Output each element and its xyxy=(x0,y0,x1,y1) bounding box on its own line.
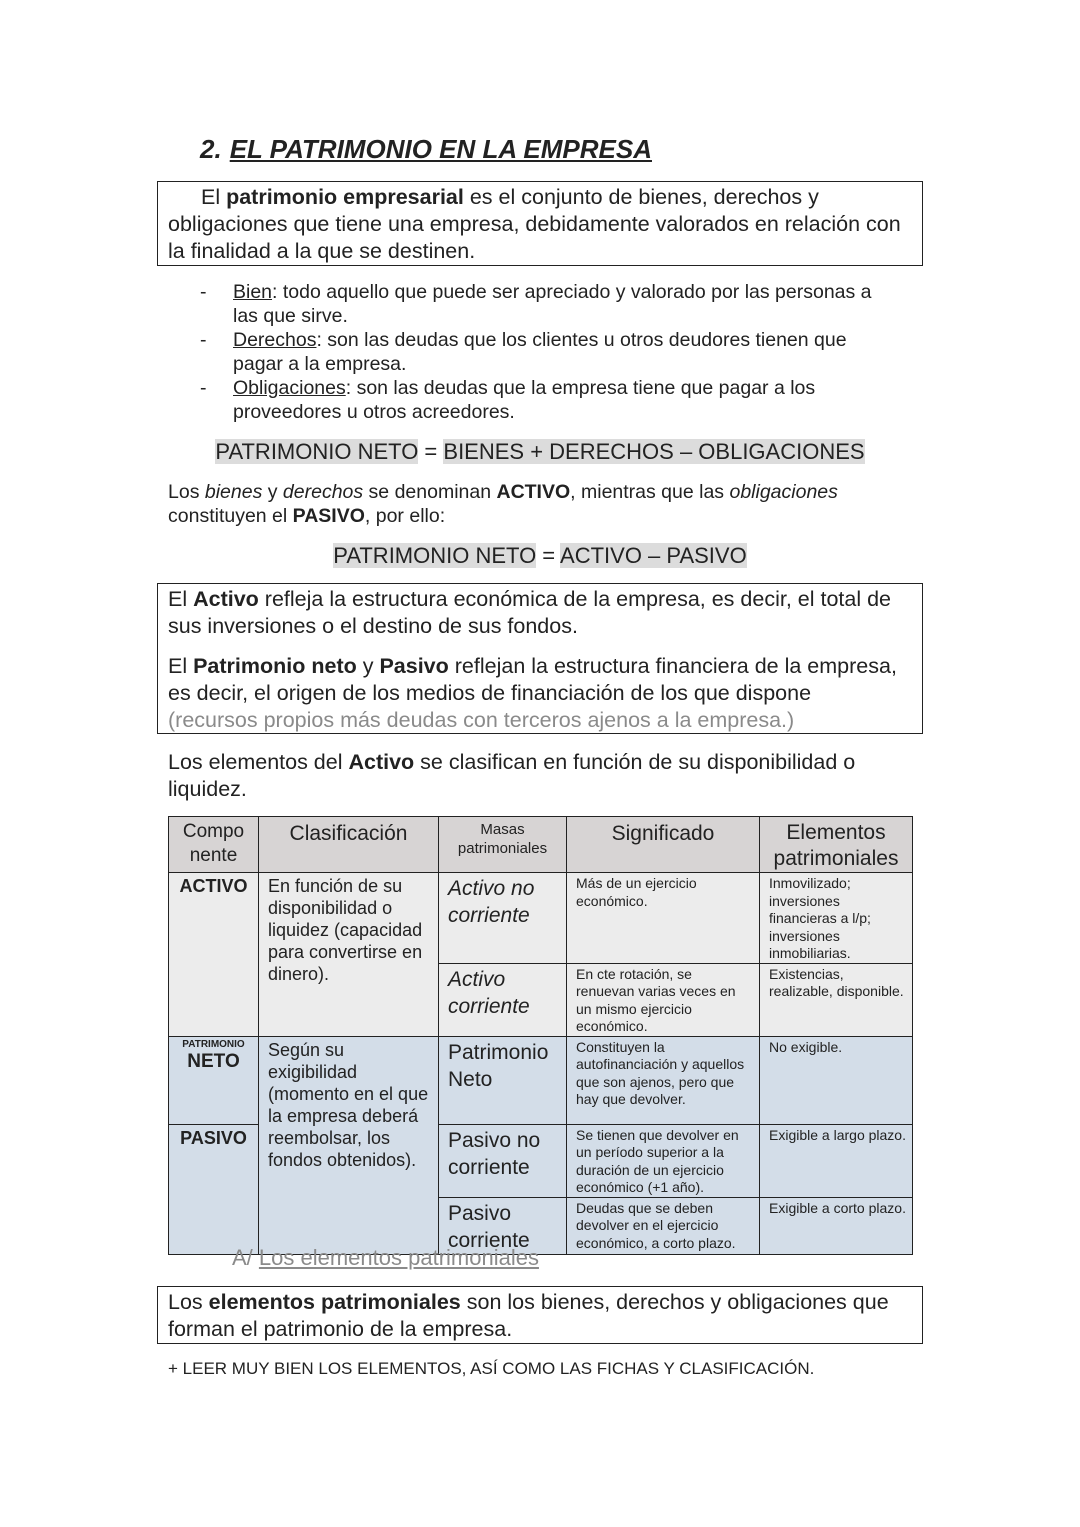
footer-note: + LEER MUY BIEN LOS ELEMENTOS, ASÍ COMO LAS FICHAS Y CLASIFICACIÓN. xyxy=(168,1359,815,1378)
activo-pasivo-paragraph: Los bienes y derechos se denominan ACTIVO, mientras que las obligaciones constituyen el PASIVO, por ello: xyxy=(168,481,838,527)
section-title xyxy=(200,134,652,165)
cell-pnc-elem: Exigible a largo plazo. xyxy=(760,1124,913,1197)
financing-structure-text: El Patrimonio neto y Pasivo reflejan la estructura financiera de la empresa, es decir, el origen de los medios de financiación de los que dispone (recursos propios más deudas con terceros ajenos a la empresa.) xyxy=(168,654,897,732)
cell-ac-sig: En cte rotación, se renuevan varias veces en un mismo ejercicio económico. xyxy=(567,963,760,1036)
cell-anc-masa: Activo no corriente xyxy=(439,873,567,964)
cell-ac-masa: Activo corriente xyxy=(439,963,567,1036)
cell-ac-elem: Existencias, realizable, disponible. xyxy=(760,963,913,1036)
cell-pc-sig: Deudas que se deben devolver en el ejercicio económico, a corto plazo. xyxy=(567,1197,760,1254)
cell-anc-sig: Más de un ejercicio económico. xyxy=(567,873,760,964)
structure-note: (recursos propios más deudas con terceros ajenos a la empresa.) xyxy=(168,708,795,732)
classification-table xyxy=(168,816,913,1255)
list-item: - Obligaciones: son las deudas que la empresa tiene que pagar a los proveedores u otros acreedores. xyxy=(200,376,900,424)
cell-pc-elem: Exigible a corto plazo. xyxy=(760,1197,913,1254)
cell-pn-sig: Constituyen la autofinanciación y aquellos que son ajenos, pero que hay que devolver. xyxy=(567,1036,760,1124)
header-elementos: Elementos patrimoniales xyxy=(760,817,913,873)
cell-pn-clasif: Según su exigibilidad (momento en el que la empresa deberá reembolsar, los fondos obtenidos). xyxy=(259,1036,439,1254)
definition-term: patrimonio empresarial xyxy=(226,185,464,209)
cell-activo-label: ACTIVO xyxy=(169,873,259,1037)
activo-structure-text: El Activo refleja la estructura económica de la empresa, es decir, el total de sus inversiones o el destino de sus fondos. xyxy=(168,587,892,638)
cell-pc-masa: Pasivo corriente xyxy=(439,1197,567,1254)
formula-net-worth-2: PATRIMONIO NETO = ACTIVO – PASIVO xyxy=(333,543,747,568)
header-clasificacion: Clasificación xyxy=(259,817,439,873)
table-header-row xyxy=(169,817,913,873)
section-a-heading: A/ Los elementos patrimoniales xyxy=(232,1245,539,1270)
cell-activo-clasif: En función de su disponibilidad o liquidez (capacidad para convertirse en dinero). xyxy=(259,873,439,1037)
section-title-text: EL PATRIMONIO EN LA EMPRESA xyxy=(229,134,652,164)
cell-anc-elem: Inmovilizado; inversiones financieras a l/p; inversiones inmobiliarias. xyxy=(760,873,913,964)
list-item: - Bien: todo aquello que puede ser apreciado y valorado por las personas a las que sirve. xyxy=(200,280,900,328)
cell-pnc-sig: Se tienen que devolver en un período superior a la duración de un ejercicio económico (+1 año). xyxy=(567,1124,760,1197)
header-masas: Masas patrimoniales xyxy=(439,817,567,873)
elements-box: Los elementos patrimoniales son los bienes, derechos y obligaciones que forman el patrimonio de la empresa. xyxy=(157,1286,923,1344)
list-item: - Derechos: son las deudas que los clientes u otros deudores tienen que pagar a la empresa. xyxy=(200,328,900,376)
cell-pn-elem: No exigible. xyxy=(760,1036,913,1124)
cell-pasivo-label: PASIVO xyxy=(169,1124,259,1254)
classification-text: Los elementos del Activo se clasifican en función de su disponibilidad o liquidez. xyxy=(168,750,856,801)
cell-pn-label: PATRIMONIO NETO xyxy=(169,1036,259,1124)
formula-net-worth-1: PATRIMONIO NETO = BIENES + DERECHOS – OBLIGACIONES xyxy=(215,439,865,464)
definitions-list xyxy=(200,280,900,424)
header-componente: Compo nente xyxy=(169,817,259,873)
table-row xyxy=(169,1036,913,1124)
section-number: 2. xyxy=(200,134,222,164)
section-a-link[interactable]: Los elementos patrimoniales xyxy=(258,1245,539,1270)
structure-box xyxy=(157,583,923,734)
cell-pn-masa: Patrimonio Neto xyxy=(439,1036,567,1124)
table-row xyxy=(169,873,913,964)
definition-box: El patrimonio empresarial es el conjunto de bienes, derechos y obligaciones que tiene una empresa, debidamente valorados en relación con la finalidad a la que se destinen. xyxy=(157,181,923,266)
header-significado: Significado xyxy=(567,817,760,873)
cell-pnc-masa: Pasivo no corriente xyxy=(439,1124,567,1197)
